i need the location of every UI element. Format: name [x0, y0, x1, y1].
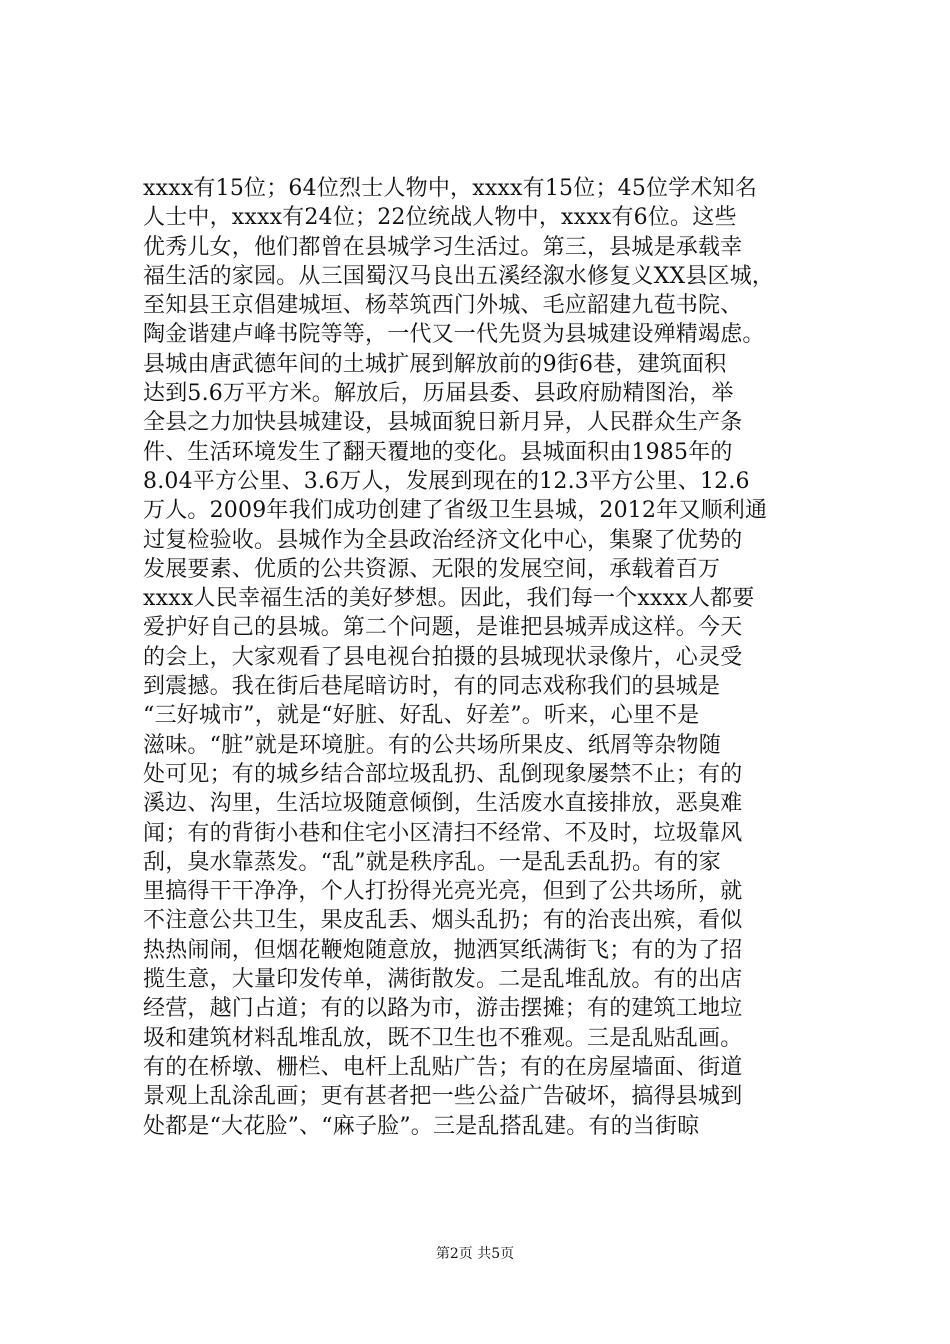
- text-line: xxxx人民幸福生活的美好梦想。因此，我们每一个xxxx人都要: [143, 586, 755, 612]
- text-line: 达到5.6万平方米。解放后，历届县委、县政府励精图治，举: [143, 381, 734, 407]
- text-line: 处都是“大花脸”、“麻子脸”。三是乱搭乱建。有的当街晾: [143, 1113, 700, 1139]
- text-line: 到震撼。我在街后巷尾暗访时，有的同志戏称我们的县城是: [143, 674, 721, 700]
- text-line: 滋味。“脏”就是环境脏。有的公共场所果皮、纸屑等杂物随: [143, 732, 721, 758]
- text-line: 福生活的家园。从三国蜀汉马良出五溪经溆水修复义XX县区城，: [143, 263, 775, 289]
- text-line: 景观上乱涂乱画；更有甚者把一些公益广告破坏，搞得县城到: [143, 1084, 743, 1110]
- page-number-footer: 第2页 共5页: [435, 1246, 515, 1262]
- text-line: 万人。2009年我们成功创建了省级卫生县城，2012年又顺利通: [143, 498, 768, 524]
- text-line: 处可见；有的城乡结合部垃圾乱扔、乱倒现象屡禁不止；有的: [143, 761, 743, 787]
- text-line: 里搞得干干净净，个人打扮得光亮光亮，但到了公共场所，就: [143, 879, 743, 905]
- text-line: 不注意公共卫生，果皮乱丢、烟头乱扔；有的治丧出殡，看似: [143, 908, 743, 934]
- text-line: 优秀儿女，他们都曾在县城学习生活过。第三，县城是承载幸: [143, 234, 743, 260]
- text-line: 有的在桥墩、栅栏、电杆上乱贴广告；有的在房屋墙面、街道: [143, 1054, 743, 1080]
- text-line: 经营，越门占道；有的以路为市，游击摆摊；有的建筑工地垃: [143, 996, 743, 1022]
- text-line: “三好城市”，就是“好脏、好乱、好差”。听来，心里不是: [143, 703, 700, 729]
- text-line: 闻；有的背街小巷和住宅小区清扫不经常、不及时，垃圾靠风: [143, 820, 743, 846]
- text-line: 发展要素、优质的公共资源、无限的发展空间，承载着百万: [143, 556, 721, 582]
- text-line: xxxx有15位；64位烈士人物中，xxxx有15位；45位学术知名: [143, 176, 758, 201]
- text-line: 人士中，xxxx有24位；22位统战人物中，xxxx有6位。这些: [143, 205, 737, 231]
- text-line: 8.04平方公里、3.6万人，发展到现在的12.3平方公里、12.6: [143, 468, 750, 494]
- text-line: 刮，臭水靠蒸发。“乱”就是秩序乱。一是乱丢乱扔。有的家: [143, 849, 721, 875]
- text-line: 陶金谐建卢峰书院等等，一代又一代先贤为县城建设殚精竭虑。: [143, 322, 765, 348]
- text-line: 县城由唐武德年间的土城扩展到解放前的9街6巷，建筑面积: [143, 351, 727, 377]
- body-text: [143, 174, 823, 1141]
- text-line: 全县之力加快县城建设，县城面貌日新月异，人民群众生产条: [143, 410, 743, 436]
- text-line: 圾和建筑材料乱堆乱放，既不卫生也不雅观。三是乱贴乱画。: [143, 1025, 743, 1051]
- text-line: 溪边、沟里，生活垃圾随意倾倒，生活废水直接排放，恶臭难: [143, 791, 743, 817]
- text-line: 的会上，大家观看了县电视台拍摄的县城现状录像片，心灵受: [143, 644, 743, 670]
- text-line: 件、生活环境发生了翻天覆地的变化。县城面积由1985年的: [143, 439, 733, 465]
- text-line: 爱护好自己的县城。第二个问题，是谁把县城弄成这样。今天: [143, 615, 743, 641]
- text-line: 揽生意，大量印发传单，满街散发。二是乱堆乱放。有的出店: [143, 967, 743, 993]
- text-line: 热热闹闹，但烟花鞭炮随意放，抛洒冥纸满街飞；有的为了招: [143, 937, 743, 963]
- text-line: 至知县王京倡建城垣、杨萃筑西门外城、毛应韶建九苞书院、: [143, 293, 743, 319]
- text-line: 过复检验收。县城作为全县政治经济文化中心，集聚了优势的: [143, 527, 743, 553]
